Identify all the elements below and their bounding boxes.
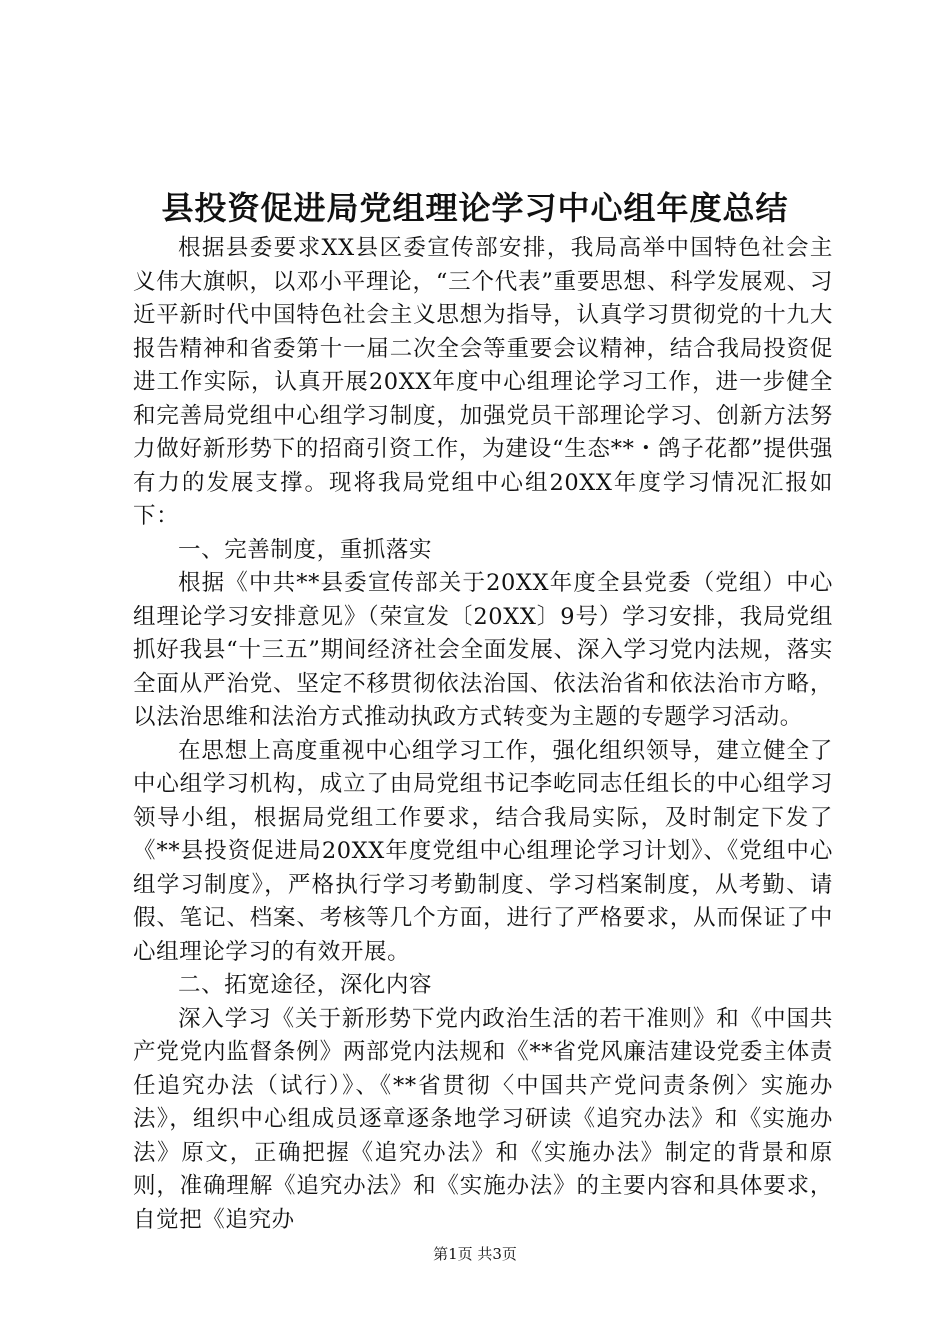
paragraph-section1-a: 根据《中共**县委宣传部关于20XX年度全县党委（党组）中心组理论学习安排意见》（荣宣发〔20XX〕9号）学习安排，我局党组抓好我县“十三五”期间经济社会全面发展、深入学习党内法规，落实全面从严治党、坚定不移贯彻依法治国、依法治省和依法治市方略，以法治思维和法治方式推动执政方式转变为主题的专题学习活动。 — [133, 570, 833, 730]
section-heading-2: 二、拓宽途径，深化内容 — [178, 972, 433, 998]
page-footer: 第1页 共3页 — [433, 1245, 517, 1263]
document-title: 县投资促进局党组理论学习中心组年度总结 — [161, 189, 789, 227]
paragraph-section1-b: 在思想上高度重视中心组学习工作，强化组织领导，建立健全了中心组学习机构，成立了由局党组书记李屹同志任组长的中心组学习领导小组，根据局党组工作要求，结合我局实际，及时制定下发了《**县投资促进局20XX年度党组中心组理论学习计划》、《党组中心组学习制度》，严格执行学习考勤制度、学习档案制度，从考勤、请假、笔记、档案、考核等几个方面，进行了严格要求，从而保证了中心组理论学习的有效开展。 — [133, 737, 833, 965]
section-heading-1: 一、完善制度，重抓落实 — [178, 536, 433, 563]
paragraph-section2-a: 深入学习《关于新形势下党内政治生活的若干准则》和《中国共产党党内监督条例》两部党内法规和《**省党风廉洁建设党委主体责任追究办法（试行）》、《**省贯彻〈中国共产党问责条例〉实施办法》，组织中心组成员逐章逐条地学习研读《追究办法》和《实施办法》原文，正确把握《追究办法》和《实施办法》制定的背景和原则，准确理解《追究办法》和《实施办法》的主要内容和具体要求，自觉把《追究办 — [133, 1005, 833, 1233]
paragraph-intro: 根据县委要求XX县区委宣传部安排，我局高举中国特色社会主义伟大旗帜，以邓小平理论，“三个代表”重要思想、科学发展观、习近平新时代中国特色社会主义思想为指导，认真学习贯彻党的十九大报告精神和省委第十一届二次全会等重要会议精神，结合我局投资促进工作实际，认真开展20XX年度中心组理论学习工作，进一步健全和完善局党组中心组学习制度，加强党员干部理论学习、创新方法努力做好新形势下的招商引资工作，为建设“生态**・鸽子花都”提供强有力的发展支撑。现将我局党组中心组20XX年度学习情况汇报如下： — [133, 235, 833, 529]
document-body — [133, 232, 833, 1237]
